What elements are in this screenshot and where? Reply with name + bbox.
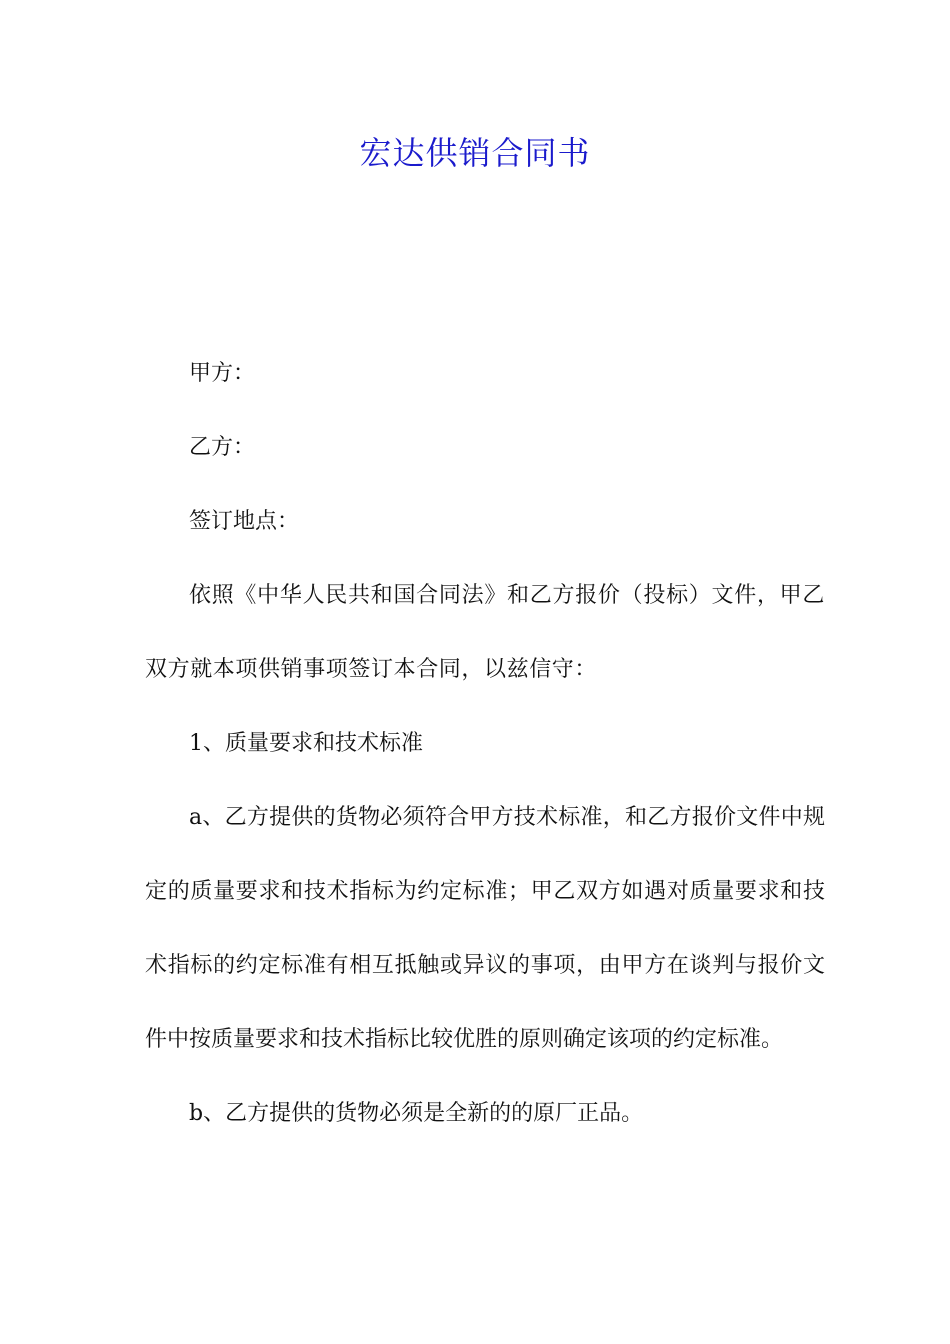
party-a-line: 甲方： [189, 361, 256, 386]
signing-place-line: 签订地点： [189, 509, 300, 534]
party-b-line: 乙方： [189, 435, 256, 460]
clause-b-paragraph: b、乙方提供的货物必须是全新的的原厂正品。 [189, 1101, 644, 1126]
section-heading-quality: 1、质量要求和技术标准 [189, 731, 423, 756]
document-title: 宏达供销合同书 [359, 134, 591, 172]
preamble-paragraph: 依照《中华人民共和国合同法》和乙方报价（投标）文件，甲乙双方就本项供销事项签订本合同，以兹信守： [145, 583, 825, 682]
clause-a-paragraph: a、乙方提供的货物必须符合甲方技术标准，和乙方报价文件中规定的质量要求和技术指标为约定标准；甲乙双方如遇对质量要求和技术指标的约定标准有相互抵触或异议的事项，由甲方在谈判与报价文件中按质量要求和技术指标比较优胜的原则确定该项的约定标准。 [145, 805, 825, 1052]
document-body [145, 337, 825, 1151]
